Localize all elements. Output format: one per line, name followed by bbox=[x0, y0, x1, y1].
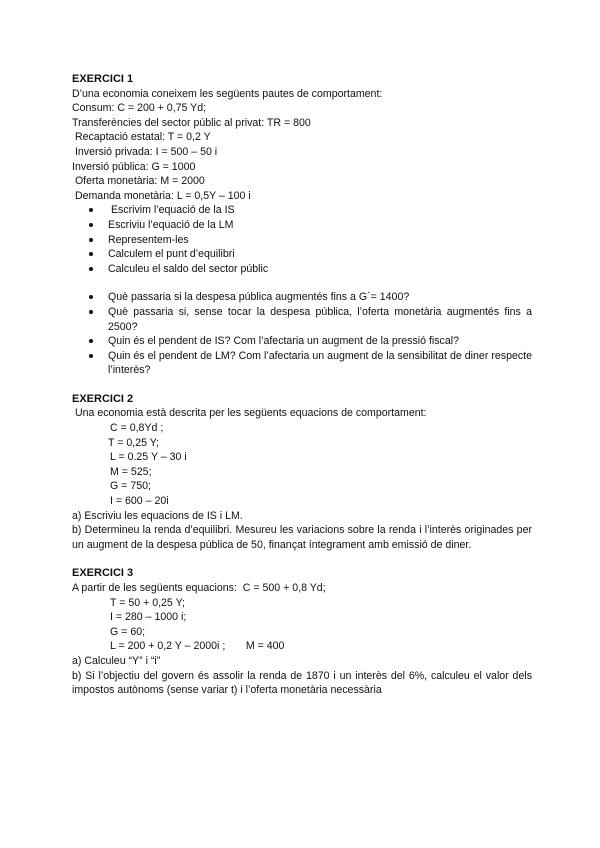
exercise-1-title: EXERCICI 1 bbox=[72, 73, 134, 85]
ex1-line: Oferta monetària: M = 2000 bbox=[72, 175, 205, 188]
ex1-line: Consum: C = 200 + 0,75 Yd; bbox=[72, 102, 207, 115]
ex3-equation: L = 200 + 0,2 Y – 2000i ; M = 400 bbox=[110, 640, 285, 653]
bullet-icon bbox=[89, 339, 93, 343]
ex2-equation: T = 0,25 Y; bbox=[108, 436, 160, 449]
ex1-line: Demanda monetària: L = 0,5Y – 100 i bbox=[72, 189, 251, 202]
list-item: Escriviu l’equació de la LM bbox=[72, 218, 532, 233]
ex2-part-b: b) Determineu la renda d’equilibri. Mesureu les variacions sobre la renda i l’interès originades per un augment de la despesa pública de 50, finançat íntegrament amb emissió de diner. bbox=[72, 524, 532, 551]
list-item: Quin és el pendent de IS? Com l’afectaria un augment de la pressió fiscal? bbox=[72, 334, 532, 349]
ex3-part-a: a) Calculeu “Y” i “i” bbox=[72, 654, 161, 667]
spacer bbox=[72, 276, 532, 290]
ex1-bullet-list-b bbox=[72, 290, 532, 378]
ex2-equation: C = 0,8Yd ; bbox=[110, 422, 164, 435]
bullet-icon bbox=[89, 252, 93, 256]
ex1-line: Recaptació estatal: T = 0,2 Y bbox=[72, 131, 211, 144]
ex2-equation: I = 600 – 20i bbox=[110, 495, 169, 508]
exercise-3-title: EXERCICI 3 bbox=[72, 567, 134, 580]
list-item: Calculeu el saldo del sector públic bbox=[72, 262, 532, 277]
bullet-icon bbox=[89, 223, 93, 227]
bullet-icon bbox=[89, 208, 93, 212]
ex1-bullet-list-a bbox=[72, 203, 532, 276]
ex3-intro: A partir de les següents equacions: C = 500 + 0,8 Yd; bbox=[72, 582, 326, 594]
ex2-intro: Una economia està descrita per les següents equacions de comportament: bbox=[72, 407, 427, 420]
bullet-icon bbox=[89, 295, 93, 299]
list-item: Escrivim l’equació de la IS bbox=[72, 203, 532, 218]
list-item: Què passaria si, sense tocar la despesa pública, l’oferta monetària augmentés fins a 2500? bbox=[72, 305, 532, 334]
spacer bbox=[72, 552, 532, 566]
ex1-line: Inversió privada: I = 500 – 50 i bbox=[72, 145, 218, 158]
ex3-part-b: b) Si l’objectiu del govern és assolir la renda de 1870 i un interès del 6%, calculeu el valor dels impostos autònoms (sense variar t) i l’oferta monetària necessària bbox=[72, 669, 532, 697]
ex1-line: Inversió pública: G = 1000 bbox=[72, 160, 196, 173]
ex2-equation: M = 525; bbox=[110, 465, 152, 478]
ex2-equation: G = 750; bbox=[110, 480, 151, 493]
ex2-equation: L = 0.25 Y – 30 i bbox=[110, 451, 187, 464]
spacer bbox=[72, 378, 532, 392]
list-item: Representem-les bbox=[72, 233, 532, 248]
ex1-line: Transferències del sector públic al privat: TR = 800 bbox=[72, 116, 311, 129]
document-page bbox=[72, 72, 532, 698]
exercise-2-title: EXERCICI 2 bbox=[72, 392, 134, 405]
bullet-icon bbox=[89, 354, 93, 358]
list-item: Calculem el punt d’equilibri bbox=[72, 247, 532, 262]
ex2-part-a: a) Escriviu les equacions de IS i LM. bbox=[72, 509, 243, 522]
list-item: Quin és el pendent de LM? Com l’afectaria un augment de la sensibilitat de diner respecte l’interès? bbox=[72, 349, 532, 378]
list-item: Què passaria si la despesa pública augmentés fins a G´= 1400? bbox=[72, 290, 532, 305]
bullet-icon bbox=[89, 238, 93, 242]
ex3-equation: I = 280 – 1000 i; bbox=[110, 611, 187, 624]
bullet-icon bbox=[89, 267, 93, 271]
ex3-equation: T = 50 + 0,25 Y; bbox=[110, 596, 185, 609]
ex3-equation: G = 60; bbox=[110, 625, 146, 638]
bullet-icon bbox=[89, 310, 93, 314]
ex1-line: D’una economia coneixem les següents pautes de comportament: bbox=[72, 87, 383, 100]
